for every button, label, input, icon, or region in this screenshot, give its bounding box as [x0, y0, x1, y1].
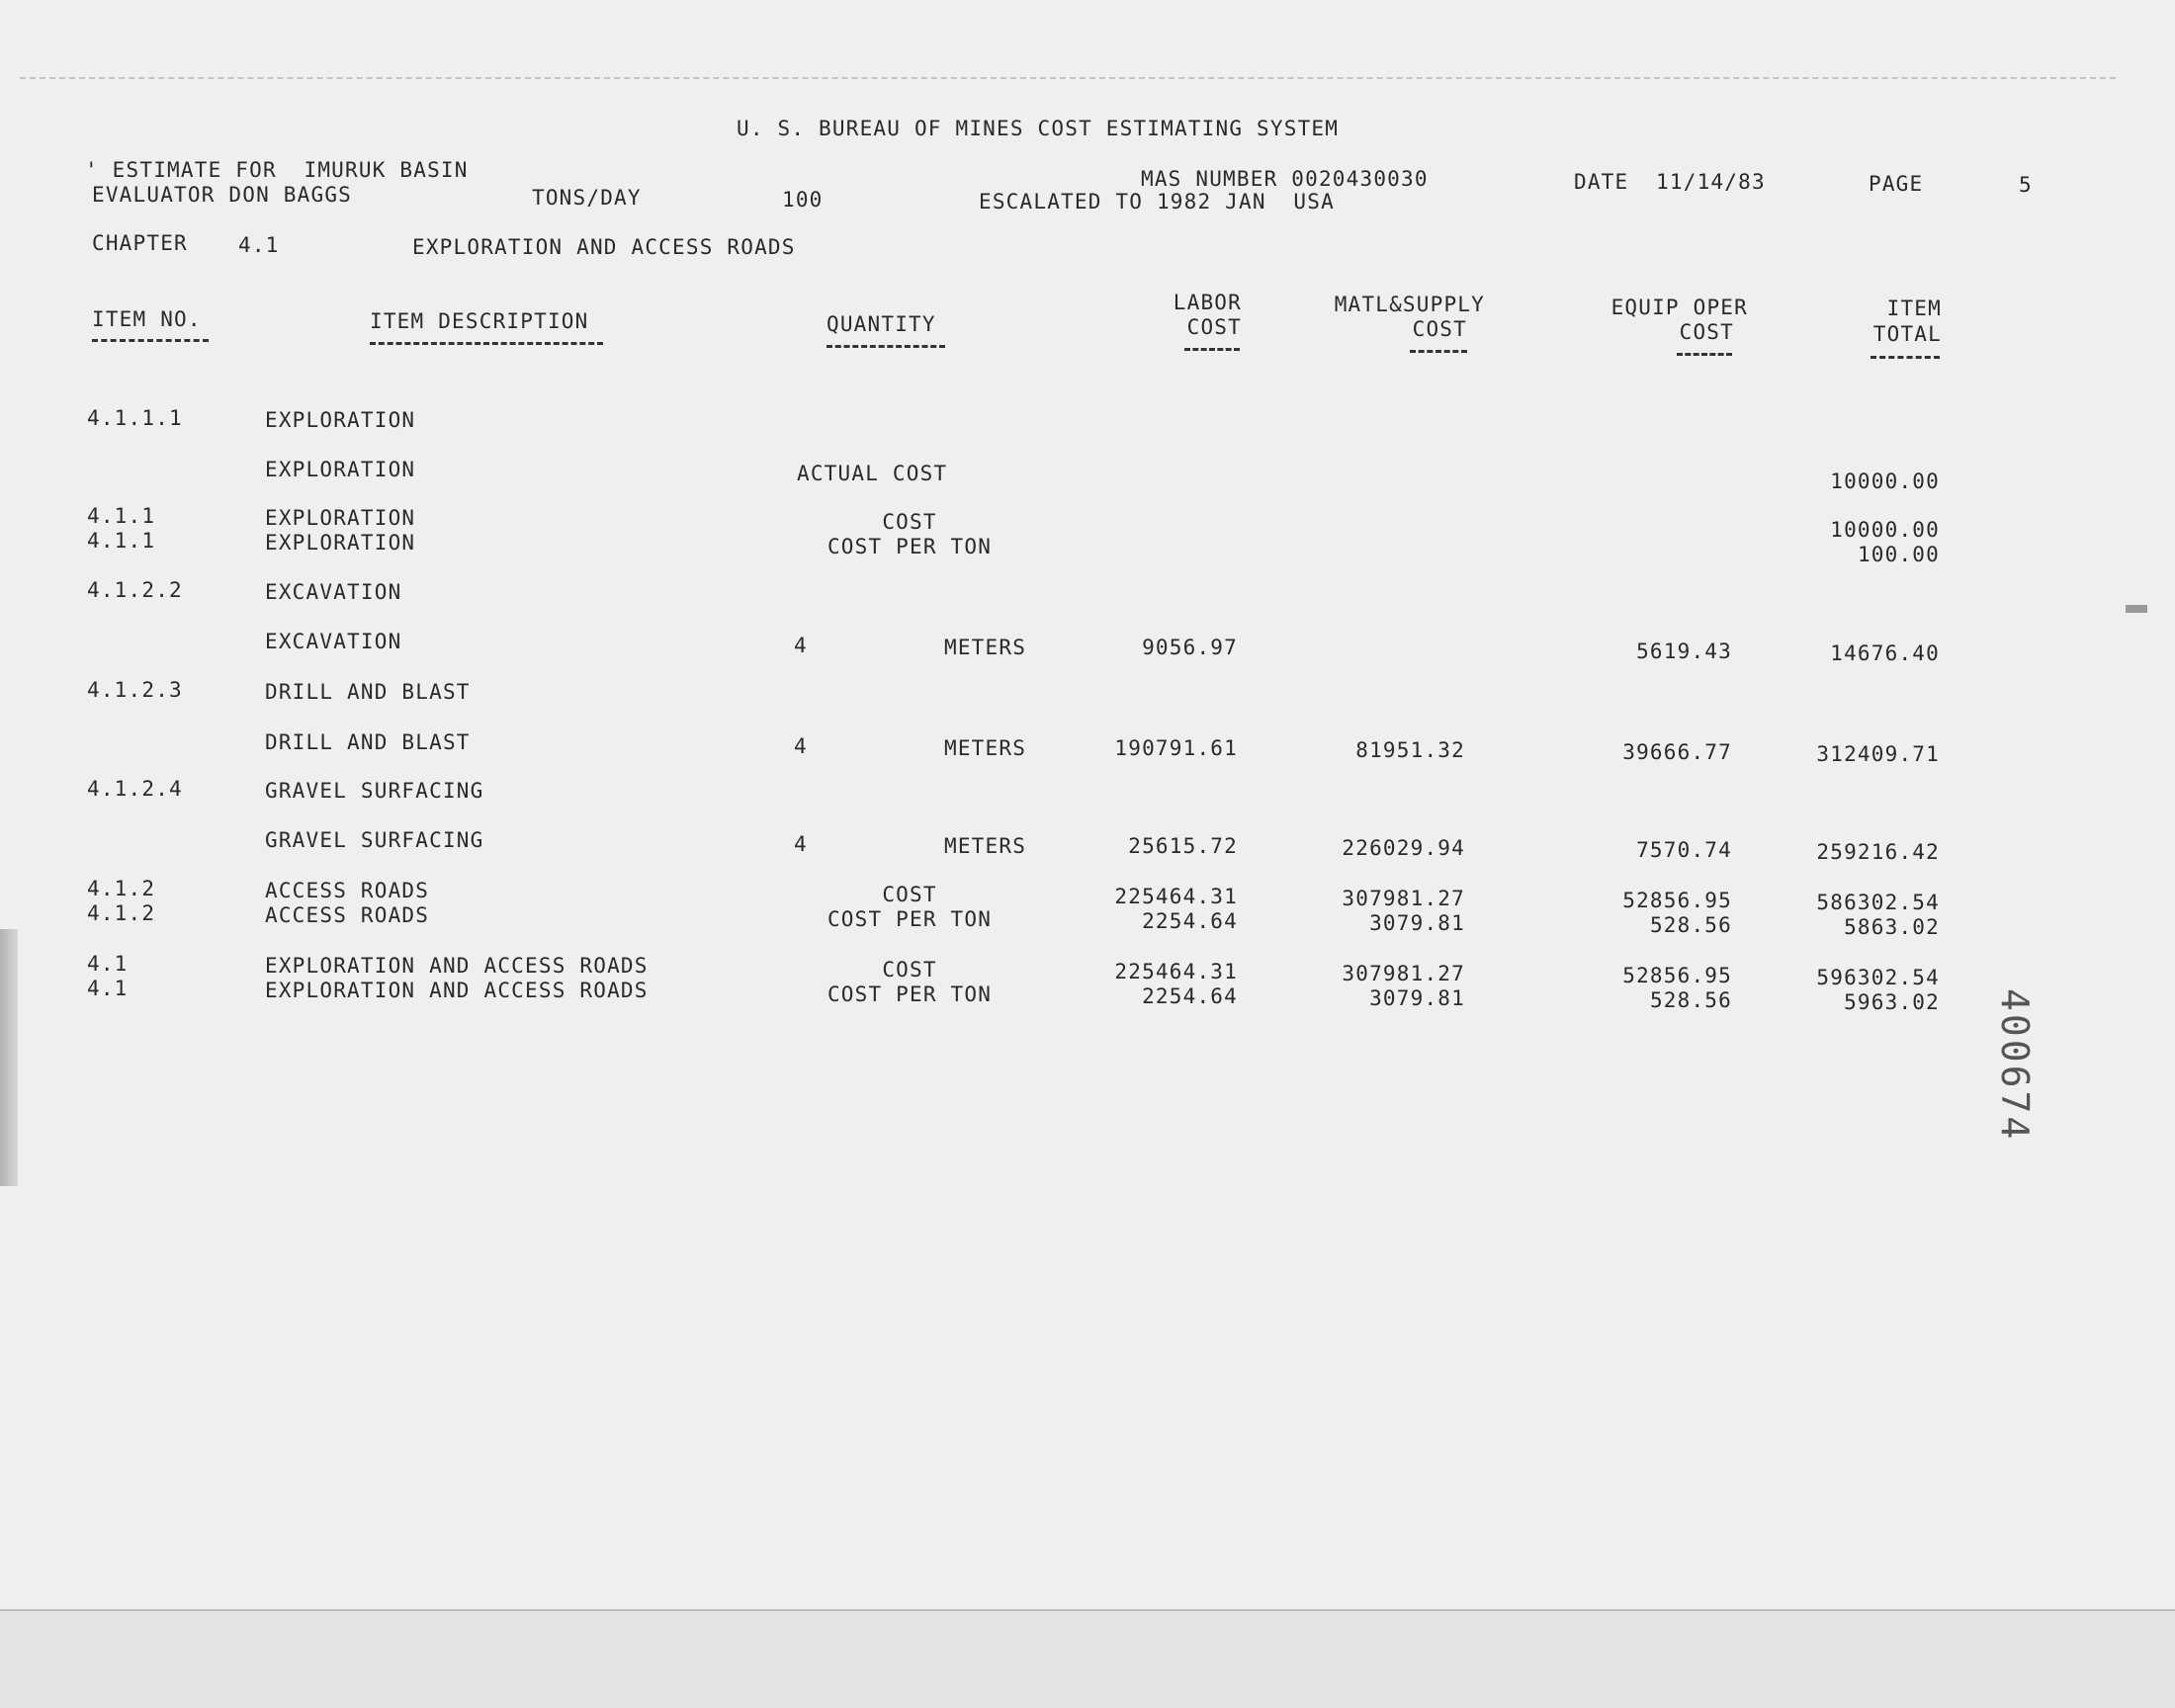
underline-labor — [1184, 348, 1240, 351]
row-equip-oper-cost: 39666.77 — [1622, 740, 1732, 764]
row-labor-cost: 190791.61 — [1114, 736, 1238, 760]
header-item-no: ITEM NO. — [92, 307, 202, 331]
row-item-total: 14676.40 — [1830, 641, 1940, 665]
edge-mark — [2126, 605, 2147, 613]
row-labor-cost: 225464.31 — [1114, 960, 1238, 983]
row-item-description: EXPLORATION AND ACCESS ROADS — [265, 954, 649, 978]
header-total-line1: ITEM — [1886, 297, 1942, 320]
header-labor-line1: LABOR — [1173, 291, 1242, 314]
row-equip-oper-cost: 52856.95 — [1622, 964, 1732, 987]
row-item-no: 4.1 — [87, 952, 129, 976]
underline-quantity — [826, 345, 945, 348]
tons-day-value: 100 — [782, 188, 824, 212]
row-quantity-text: COST — [882, 883, 937, 906]
escalated-date: ESCALATED TO 1982 JAN USA — [979, 190, 1335, 214]
chapter-label: CHAPTER — [92, 231, 188, 255]
header-quantity: QUANTITY — [826, 312, 936, 336]
row-quantity-text: COST PER TON — [826, 907, 993, 931]
row-item-no: 4.1.1 — [87, 529, 156, 553]
row-quantity-unit: METERS — [944, 636, 1027, 659]
row-equip-oper-cost: 7570.74 — [1636, 838, 1732, 862]
page-label: PAGE — [1869, 172, 1924, 196]
row-quantity-number: 4 — [794, 734, 808, 758]
row-item-no: 4.1.2.3 — [87, 678, 183, 702]
row-item-total: 259216.42 — [1816, 840, 1940, 864]
row-item-description: GRAVEL SURFACING — [265, 779, 484, 803]
row-quantity-text: COST PER TON — [826, 982, 993, 1006]
underline-total — [1870, 356, 1940, 359]
row-item-no: 4.1.2 — [87, 877, 156, 900]
chapter-number: 4.1 — [238, 233, 280, 257]
row-item-no: 4.1.1.1 — [87, 406, 183, 430]
row-matl-supply-cost: 307981.27 — [1342, 887, 1465, 910]
row-quantity-text: COST PER TON — [826, 535, 993, 558]
row-item-total: 312409.71 — [1816, 742, 1940, 766]
row-item-description: EXPLORATION AND ACCESS ROADS — [265, 979, 649, 1002]
row-item-description: EXCAVATION — [265, 630, 402, 653]
page-number: 5 — [2019, 173, 2033, 197]
row-quantity-number: 4 — [794, 832, 808, 856]
row-quantity-text: COST — [882, 510, 937, 534]
row-item-no: 4.1 — [87, 977, 129, 1000]
row-item-description: DRILL AND BLAST — [265, 680, 471, 704]
estimate-for: ' ESTIMATE FOR IMURUK BASIN — [85, 158, 469, 182]
chapter-title: EXPLORATION AND ACCESS ROADS — [412, 235, 796, 259]
row-labor-cost: 2254.64 — [1142, 909, 1238, 933]
header-matl-line2: COST — [1412, 317, 1467, 341]
underline-item-no — [92, 339, 209, 342]
row-item-no: 4.1.1 — [87, 504, 156, 528]
row-labor-cost: 25615.72 — [1128, 834, 1238, 858]
row-equip-oper-cost: 528.56 — [1649, 988, 1732, 1012]
row-item-total: 586302.54 — [1816, 891, 1940, 914]
mas-number: MAS NUMBER 0020430030 — [1141, 167, 1429, 191]
row-matl-supply-cost: 307981.27 — [1342, 962, 1465, 985]
row-equip-oper-cost: 52856.95 — [1622, 889, 1732, 912]
row-item-total: 10000.00 — [1830, 518, 1940, 542]
evaluator: EVALUATOR DON BAGGS — [92, 183, 353, 207]
row-quantity-text: ACTUAL COST — [797, 462, 948, 485]
row-equip-oper-cost: 528.56 — [1649, 913, 1732, 937]
row-item-no: 4.1.2 — [87, 901, 156, 925]
underline-equip — [1677, 353, 1732, 356]
row-item-description: EXPLORATION — [265, 506, 416, 530]
row-item-description: EXCAVATION — [265, 580, 402, 604]
row-item-no: 4.1.2.2 — [87, 578, 183, 602]
row-item-description: GRAVEL SURFACING — [265, 828, 484, 852]
row-quantity-number: 4 — [794, 634, 808, 657]
header-matl-line1: MATL&SUPPLY — [1334, 293, 1485, 316]
perforation-line — [20, 77, 2116, 79]
row-equip-oper-cost: 5619.43 — [1636, 640, 1732, 663]
tons-day-label: TONS/DAY — [532, 186, 642, 210]
row-item-description: EXPLORATION — [265, 458, 416, 481]
scanner-bed — [0, 1611, 2175, 1708]
row-item-description: ACCESS ROADS — [265, 903, 430, 927]
row-item-total: 5863.02 — [1844, 915, 1940, 939]
row-labor-cost: 2254.64 — [1142, 984, 1238, 1008]
header-item-description: ITEM DESCRIPTION — [370, 309, 589, 333]
row-matl-supply-cost: 81951.32 — [1355, 738, 1465, 762]
underline-item-description — [370, 342, 603, 345]
row-item-total: 5963.02 — [1844, 990, 1940, 1014]
row-item-total: 100.00 — [1857, 543, 1940, 566]
header-equip-line1: EQUIP OPER — [1610, 296, 1748, 319]
row-item-description: EXPLORATION — [265, 408, 416, 432]
row-item-description: ACCESS ROADS — [265, 879, 430, 902]
row-quantity-unit: METERS — [944, 834, 1027, 858]
row-item-total: 596302.54 — [1816, 966, 1940, 989]
header-equip-line2: COST — [1679, 320, 1734, 344]
header-total-line2: TOTAL — [1872, 322, 1942, 346]
row-item-description: EXPLORATION — [265, 531, 416, 555]
system-title: U. S. BUREAU OF MINES COST ESTIMATING SYSTEM — [737, 117, 1340, 140]
row-matl-supply-cost: 3079.81 — [1369, 911, 1465, 935]
report-date: DATE 11/14/83 — [1574, 170, 1766, 194]
row-labor-cost: 9056.97 — [1142, 636, 1238, 659]
underline-matl — [1410, 350, 1467, 353]
row-quantity-unit: METERS — [944, 736, 1027, 760]
row-item-no: 4.1.2.4 — [87, 777, 183, 801]
header-labor-line2: COST — [1186, 315, 1242, 339]
handwritten-margin-number: 400674 — [1993, 988, 2037, 1143]
row-matl-supply-cost: 226029.94 — [1342, 836, 1465, 860]
row-item-total: 10000.00 — [1830, 470, 1940, 493]
row-quantity-text: COST — [882, 958, 937, 982]
row-item-description: DRILL AND BLAST — [265, 730, 471, 754]
row-matl-supply-cost: 3079.81 — [1369, 986, 1465, 1010]
row-labor-cost: 225464.31 — [1114, 885, 1238, 908]
